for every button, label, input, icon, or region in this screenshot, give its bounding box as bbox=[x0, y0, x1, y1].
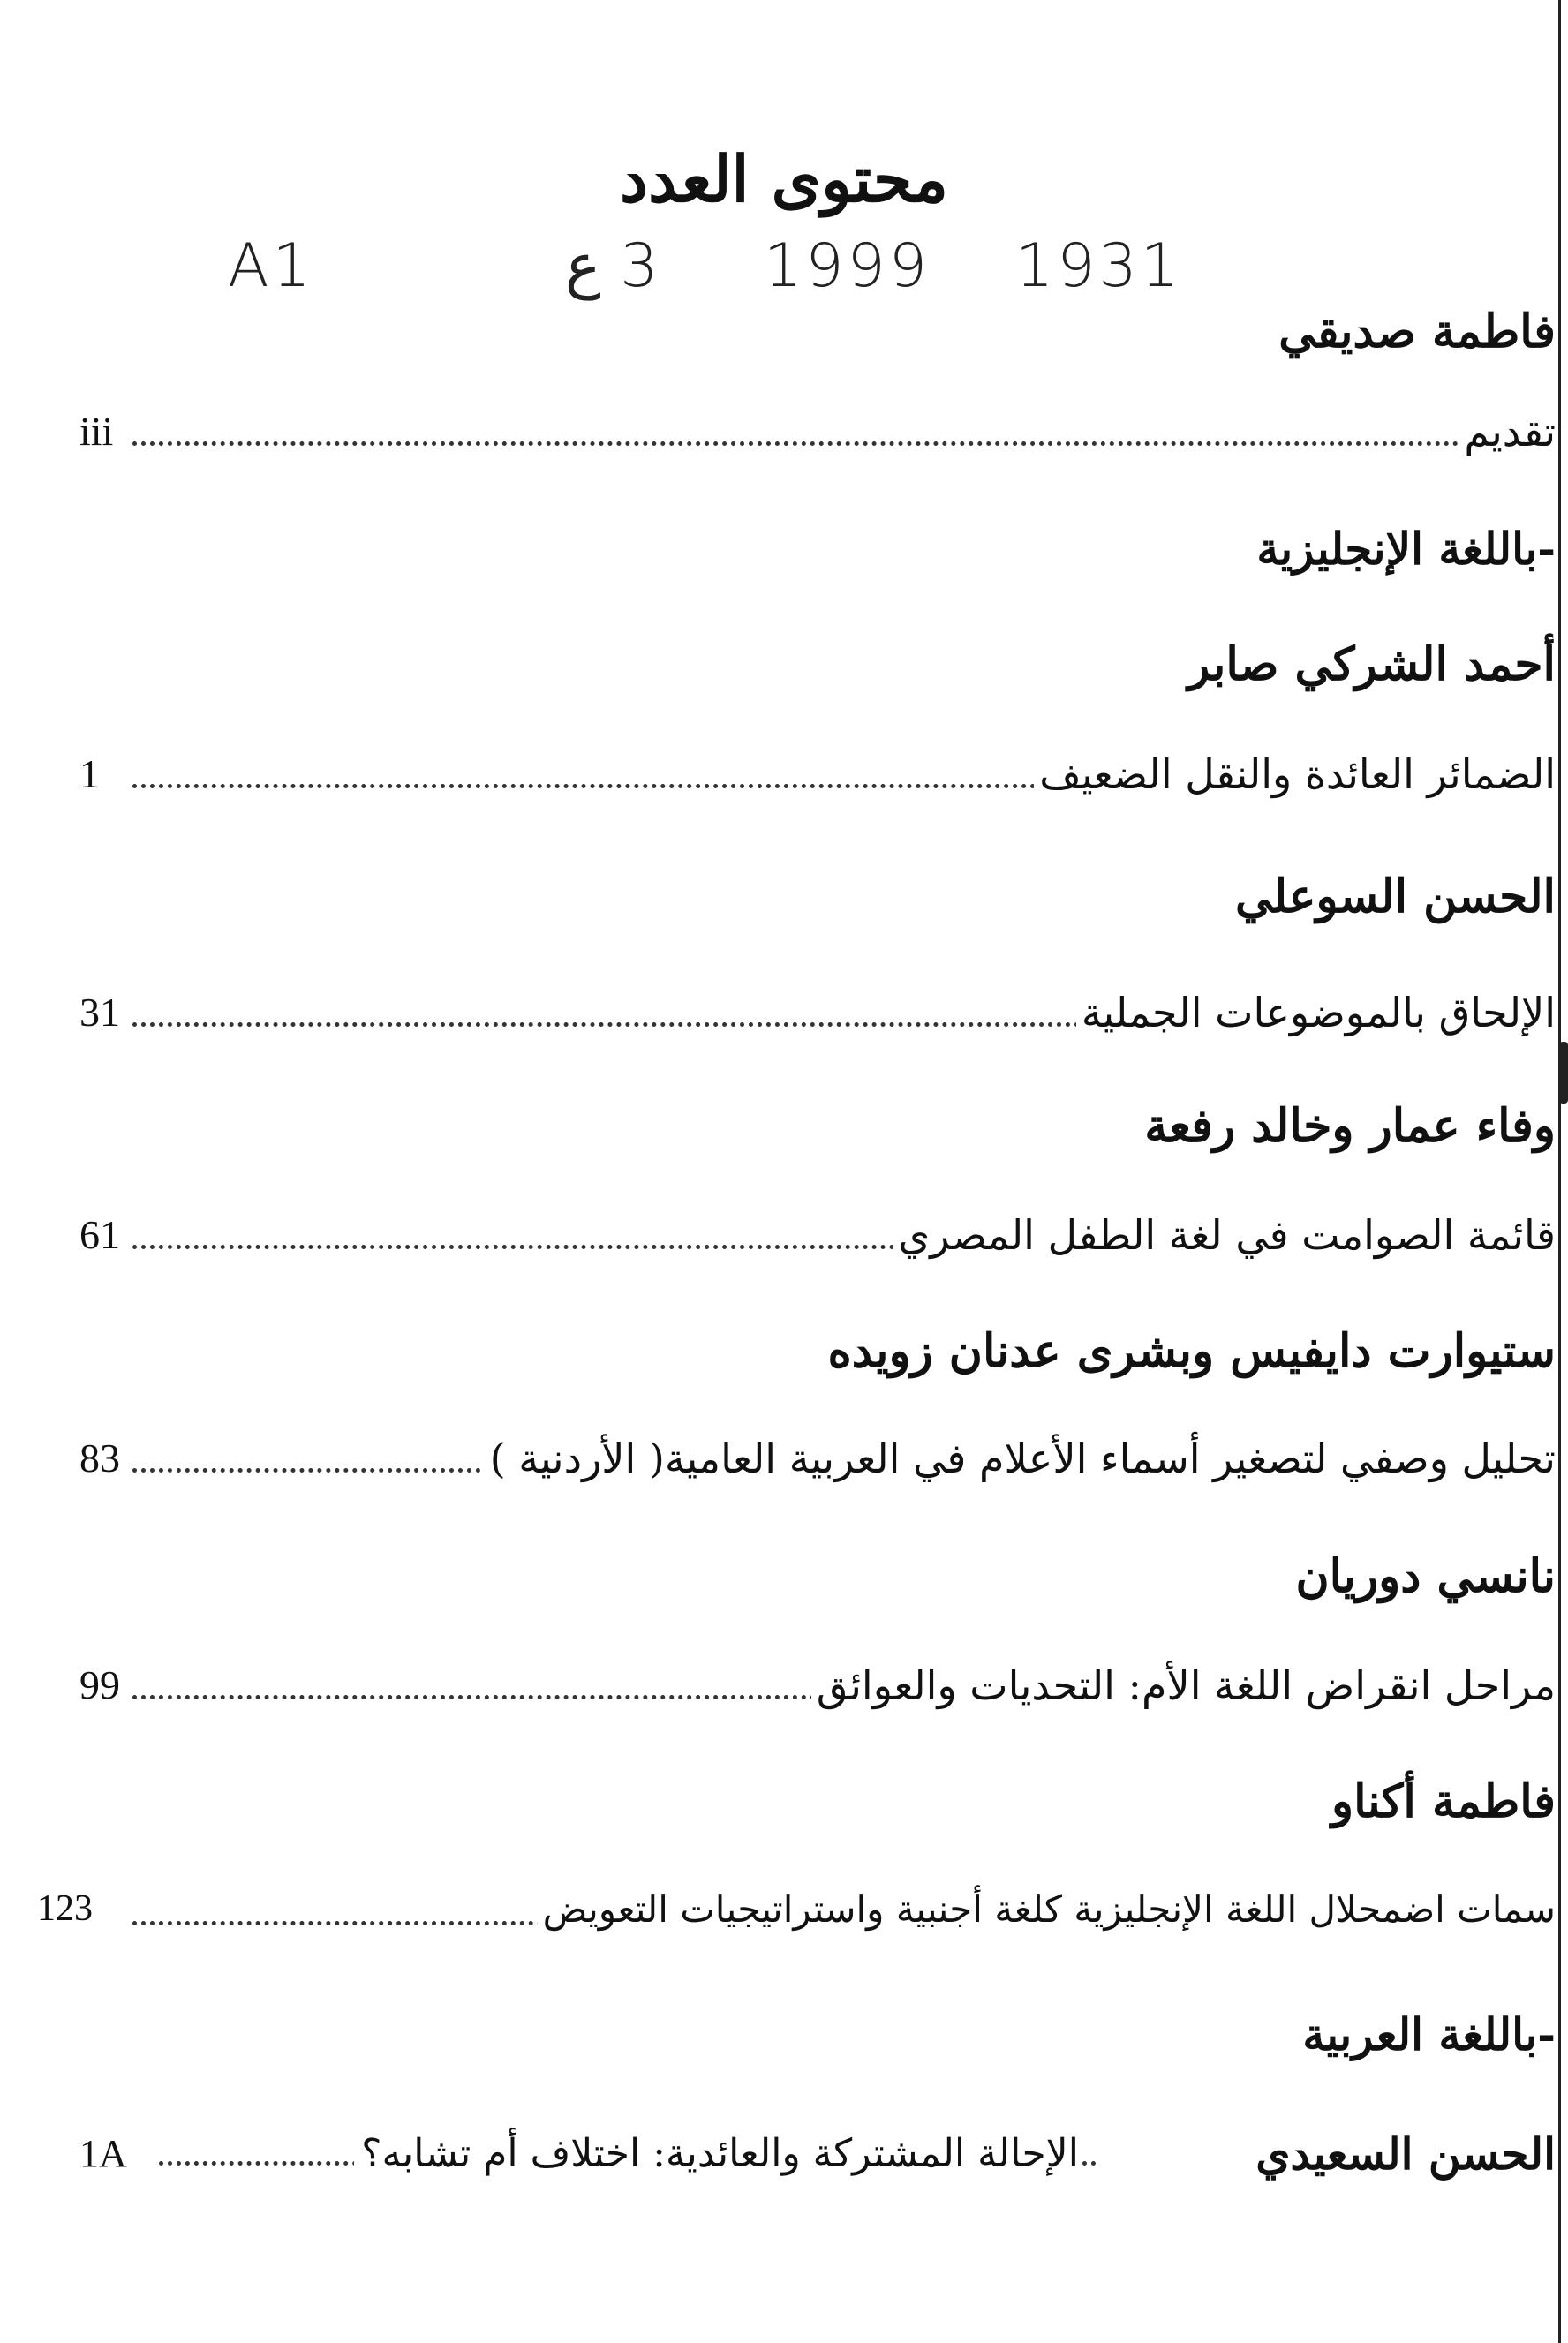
toc-entry-title: تحليل وصفي لتصغير أسماء الأعلام في العربية العامية( الأردنية ) bbox=[485, 1435, 1556, 1482]
toc-author-intro: فاطمة صديقي bbox=[1278, 305, 1556, 358]
toc-entry-title: تقديم bbox=[1459, 408, 1556, 456]
toc-author: فاطمة أكناو bbox=[1331, 1774, 1556, 1828]
toc-entry-page: 123 bbox=[37, 1887, 100, 1930]
page-edge-notch bbox=[1559, 1042, 1568, 1104]
toc-entry-title: قائمة الصوامت في لغة الطفل المصري bbox=[893, 1211, 1556, 1259]
toc-entry-title: الضمائر العائدة والنقل الضعيف bbox=[1034, 750, 1556, 798]
handwritten-note-year-1931: 1931 bbox=[1015, 231, 1183, 301]
toc-author: ستيوارت دايفيس وبشرى عدنان زويده bbox=[827, 1324, 1556, 1378]
toc-entry-title: الإلحاق بالموضوعات الجملية bbox=[1076, 989, 1556, 1036]
toc-entry-intro bbox=[18, 408, 1556, 464]
toc-entry bbox=[18, 1435, 1556, 1491]
handwritten-note-issue: 3 ع bbox=[565, 231, 659, 301]
toc-section-english: -باللغة الإنجليزية bbox=[1256, 523, 1556, 575]
handwritten-note-year-1999: 1999 bbox=[764, 231, 931, 301]
toc-entry-arabic bbox=[18, 2128, 1556, 2184]
toc-entry bbox=[18, 1661, 1556, 1718]
toc-entry bbox=[18, 1211, 1556, 1268]
toc-entry bbox=[18, 1887, 1556, 1944]
toc-author: وفاء عمار وخالد رفعة bbox=[1144, 1099, 1556, 1153]
toc-entry-page: 83 bbox=[79, 1435, 127, 1481]
handwritten-note-a1: A1 bbox=[228, 231, 314, 301]
toc-entry bbox=[18, 750, 1556, 807]
page-title: محتوى العدد bbox=[620, 141, 948, 216]
toc-entry-page: 31 bbox=[79, 989, 127, 1036]
toc-section-arabic: -باللغة العربية bbox=[1302, 2008, 1556, 2060]
toc-entry-page: 1A bbox=[79, 2131, 134, 2176]
toc-entry-title: الإحالة المشتركة والعائدية: اختلاف أم تشابه؟ bbox=[354, 2131, 1079, 2176]
toc-entry-page: 99 bbox=[79, 1661, 127, 1708]
toc-entry-title: سمات اضمحلال اللغة الإنجليزية كلغة أجنبية واستراتيجيات التعويض bbox=[538, 1887, 1556, 1931]
page-edge-line bbox=[1558, 0, 1561, 2343]
toc-entry-page: iii bbox=[79, 408, 120, 455]
toc-entry bbox=[18, 989, 1556, 1045]
toc-author: أحمد الشركي صابر bbox=[1187, 637, 1556, 691]
toc-entry-page: 1 bbox=[79, 750, 107, 797]
toc-author: الحسن السوعلي bbox=[1234, 870, 1556, 923]
toc-author: نانسي دوريان bbox=[1295, 1549, 1556, 1603]
dot-leader bbox=[132, 441, 1556, 446]
toc-author: الحسن السعيدي bbox=[1255, 2128, 1556, 2180]
toc-entry-page: 61 bbox=[79, 1211, 127, 1258]
toc-entry-title: مراحل انقراض اللغة الأم: التحديات والعوائق bbox=[811, 1661, 1556, 1709]
